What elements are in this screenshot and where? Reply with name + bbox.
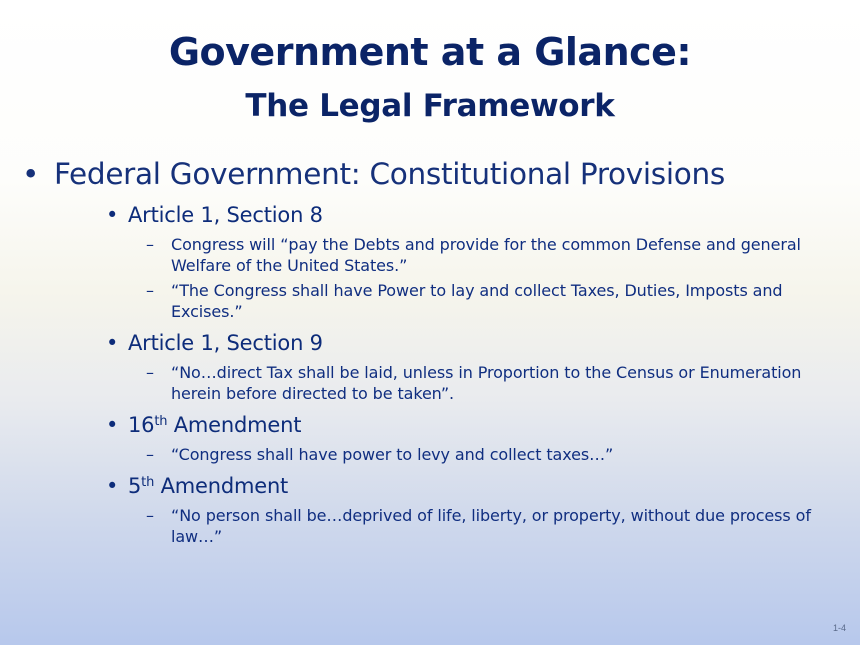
list-item bbox=[0, 234, 860, 276]
main-bullet-text: Federal Government: Constitutional Provisions bbox=[54, 157, 725, 191]
dash-icon: – bbox=[146, 281, 154, 300]
page-number: 1-4 bbox=[832, 623, 846, 633]
section-heading-sup: th bbox=[154, 414, 168, 429]
bullet-icon: • bbox=[106, 331, 119, 355]
list-item-text: “No…direct Tax shall be laid, unless in Proportion to the Census or Enumeration herein before directed to be taken”. bbox=[171, 363, 802, 403]
dash-icon: – bbox=[146, 506, 154, 525]
slide-subtitle: The Legal Framework bbox=[245, 88, 615, 124]
dash-icon: – bbox=[146, 235, 154, 254]
section-heading-5th-amendment bbox=[0, 471, 860, 501]
list-item-text: “No person shall be…deprived of life, liberty, or property, without due process of law…” bbox=[171, 506, 811, 546]
bullet-icon: • bbox=[22, 157, 40, 191]
list-item-text: Congress will “pay the Debts and provide for the common Defense and general Welfare of the United States.” bbox=[171, 235, 801, 275]
section-heading-text: Article 1, Section 9 bbox=[128, 331, 323, 355]
main-bullet bbox=[0, 150, 860, 198]
list-item-text: “Congress shall have power to levy and collect taxes…” bbox=[171, 445, 614, 464]
dash-icon: – bbox=[146, 363, 154, 382]
slide-title: Government at a Glance: bbox=[168, 30, 692, 74]
bullet-icon: • bbox=[106, 203, 119, 227]
section-heading-article1-sec8 bbox=[0, 200, 860, 230]
section-heading-rest: Amendment bbox=[167, 413, 302, 437]
list-item bbox=[0, 444, 860, 465]
dash-icon: – bbox=[146, 445, 154, 464]
bullet-icon: • bbox=[106, 413, 119, 437]
list-item-text: “The Congress shall have Power to lay and collect Taxes, Duties, Imposts and Excises.” bbox=[171, 281, 783, 321]
section-heading-article1-sec9 bbox=[0, 328, 860, 358]
section-heading-rest: Amendment bbox=[154, 474, 289, 498]
section-heading-num: 16 bbox=[128, 413, 155, 437]
list-item bbox=[0, 362, 860, 404]
section-heading-16th-amendment bbox=[0, 410, 860, 440]
list-item bbox=[0, 280, 860, 322]
section-heading-num: 5 bbox=[128, 474, 142, 498]
list-item bbox=[0, 505, 860, 547]
section-heading-sup: th bbox=[141, 475, 155, 490]
section-heading-text: Article 1, Section 8 bbox=[128, 203, 323, 227]
bullet-icon: • bbox=[106, 474, 119, 498]
slide-content bbox=[0, 150, 860, 547]
